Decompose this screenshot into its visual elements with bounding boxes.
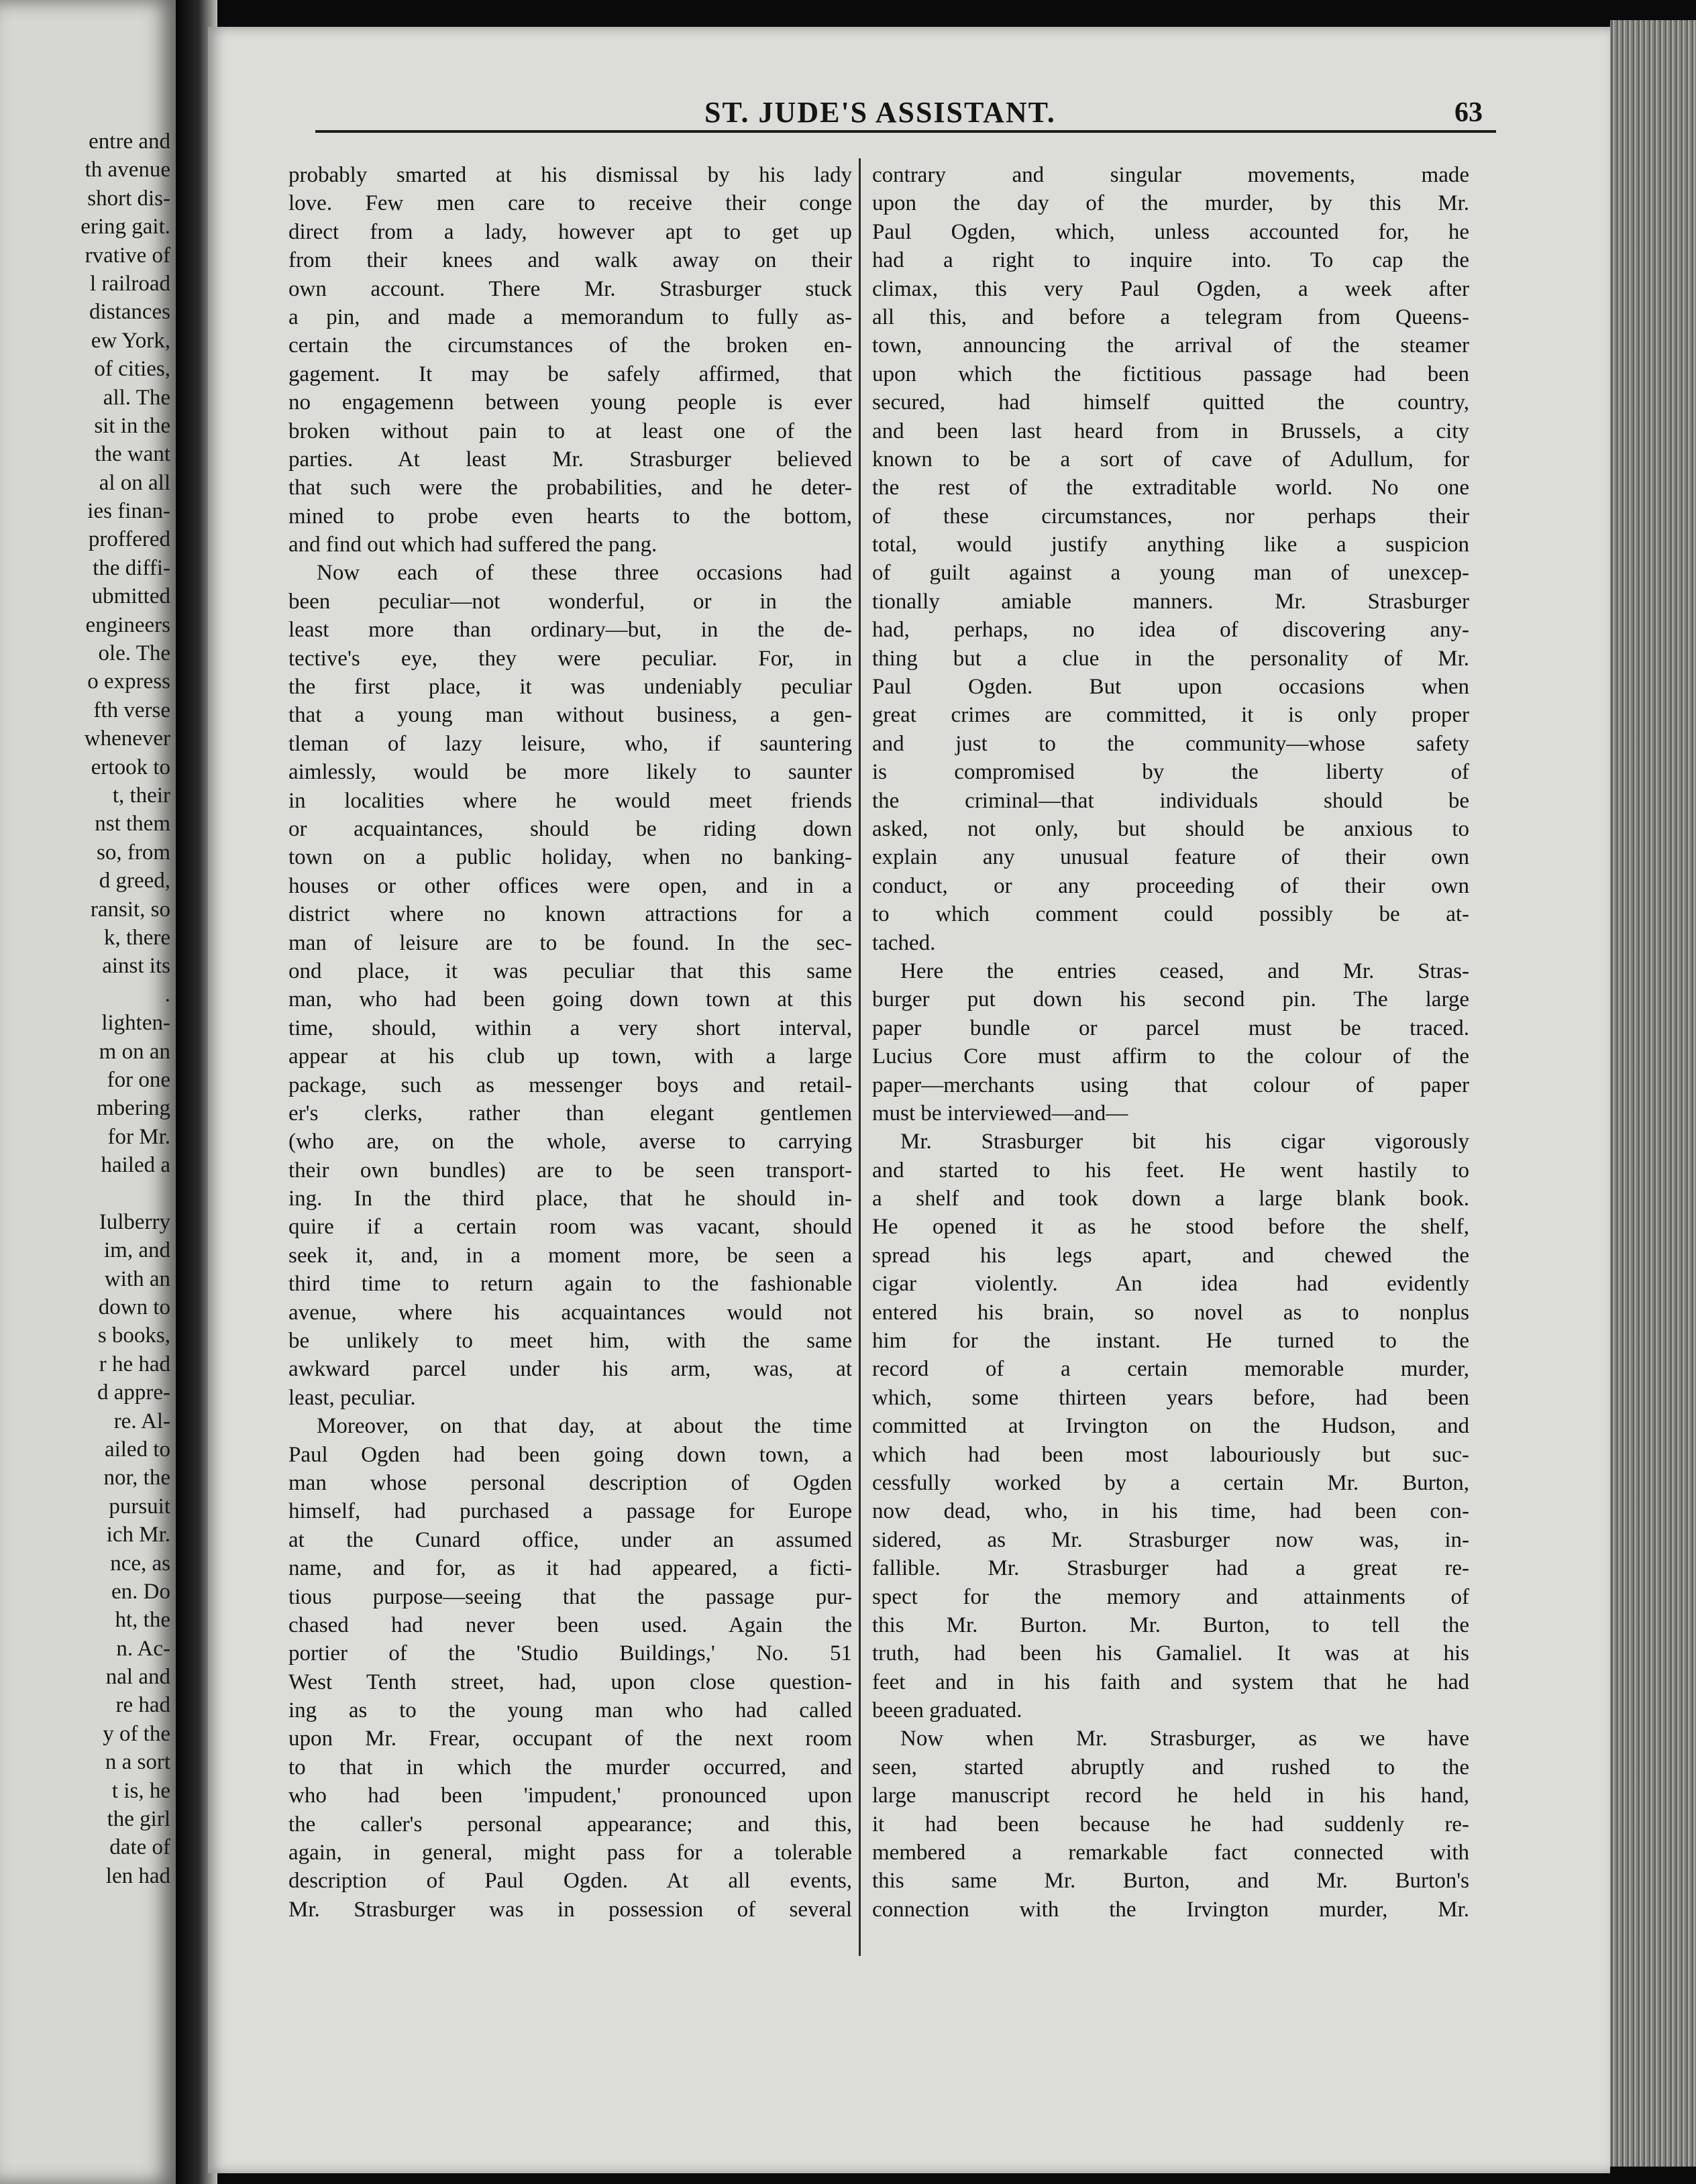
facing-page-line: r he had [99, 1352, 170, 1376]
facing-page-line: ering gait. [81, 215, 170, 239]
text-line: that a young man without business, a gen- [288, 703, 852, 728]
text-line: spread his legs apart, and chewed the [872, 1243, 1469, 1268]
facing-page-line: pursuit [109, 1494, 170, 1519]
facing-page-line: lighten- [101, 1011, 170, 1036]
text-line: had, perhaps, no idea of discovering any- [872, 618, 1469, 643]
text-line: this Mr. Burton. Mr. Burton, to tell the [872, 1613, 1469, 1637]
text-line: paper bundle or parcel must be traced. [872, 1016, 1469, 1040]
text-line: upon which the fictitious passage had been [872, 362, 1469, 386]
page-edges [1610, 20, 1696, 2167]
text-line: parties. At least Mr. Strasburger believed [288, 447, 852, 472]
text-line: from their knees and walk away on their [288, 248, 852, 273]
text-line: entered his brain, so novel as to nonplus [872, 1300, 1469, 1325]
text-line: paper—merchants using that colour of paper [872, 1073, 1469, 1097]
text-line: feet and in his faith and system that he had [872, 1670, 1469, 1694]
text-line: town on a public holiday, when no banking- [288, 845, 852, 870]
text-line: the caller's personal appearance; and this, [288, 1812, 852, 1837]
text-line: upon the day of the murder, by this Mr. [872, 191, 1469, 216]
text-line: had a right to inquire into. To cap the [872, 248, 1469, 273]
text-line: thing but a clue in the personality of Mr. [872, 646, 1469, 671]
text-line: which, some thirteen years before, had been [872, 1385, 1469, 1410]
facing-page-line: the want [95, 442, 170, 467]
text-line: man, who had been going down town at this [288, 987, 852, 1012]
text-line: certain the circumstances of the broken en- [288, 333, 852, 358]
text-line: package, such as messenger boys and retail- [288, 1073, 852, 1097]
facing-page-line: nce, as [110, 1551, 170, 1576]
facing-page-line: th avenue [85, 158, 170, 182]
facing-page-line: the diffi- [93, 555, 170, 580]
text-line: of guilt against a young man of unexcep- [872, 561, 1469, 586]
page-number: 63 [1454, 97, 1483, 128]
header-rule [315, 130, 1496, 133]
text-line: known to be a sort of cave of Adullum, for [872, 447, 1469, 472]
text-line: description of Paul Ogden. At all events, [288, 1869, 852, 1894]
facing-page-line: . [164, 982, 170, 1007]
facing-page-line: ole. The [98, 641, 170, 666]
running-head: ST. JUDE'S ASSISTANT. [704, 96, 1056, 129]
facing-page-line: al on all [99, 470, 170, 495]
text-column-left [288, 161, 852, 1924]
text-line: him for the instant. He turned to the [872, 1329, 1469, 1354]
text-line: direct from a lady, however apt to get up [288, 219, 852, 244]
text-line: tionally amiable manners. Mr. Strasburger [872, 589, 1469, 614]
facing-page-line: re had [115, 1693, 170, 1718]
facing-page-line: n a sort [105, 1750, 170, 1775]
text-line: Lucius Core must affirm to the colour of the [872, 1044, 1469, 1069]
text-line: all this, and before a telegram from Queens- [872, 305, 1469, 329]
facing-page-line: im, and [104, 1238, 170, 1263]
text-line: Paul Ogden had been going down town, a [288, 1442, 852, 1467]
text-line: gagement. It may be safely affirmed, that [288, 362, 852, 386]
facing-page-line: date of [109, 1835, 170, 1860]
facing-page-line: ubmitted [91, 584, 170, 609]
text-line: conduct, or any proceeding of their own [872, 873, 1469, 898]
text-line: or acquaintances, should be riding down [288, 816, 852, 841]
facing-page-line: t is, he [111, 1778, 170, 1803]
text-line: quire if a certain room was vacant, should [288, 1215, 852, 1240]
text-line: in localities where he would meet friends [288, 788, 852, 813]
text-line: truth, had been his Gamaliel. It was at his [872, 1641, 1469, 1666]
facing-page-line: en. Do [111, 1579, 170, 1604]
text-line: tious purpose—seeing that the passage pur- [288, 1584, 852, 1609]
text-line: a pin, and made a memorandum to fully as- [288, 305, 852, 329]
facing-page-line: the girl [107, 1807, 170, 1832]
text-line: Paul Ogden. But upon occasions when [872, 675, 1469, 700]
text-line: and just to the community—whose safety [872, 731, 1469, 756]
text-line: least, peculiar. [288, 1385, 416, 1410]
text-line: least more than ordinary—but, in the de- [288, 618, 852, 643]
facing-page-line: with an [104, 1266, 170, 1291]
facing-page-line: ht, the [115, 1608, 170, 1633]
text-line: be unlikely to meet him, with the same [288, 1329, 852, 1354]
text-line: to that in which the murder occurred, and [288, 1755, 852, 1780]
facing-page-line: t, their [112, 783, 170, 808]
facing-page-line: y of the [103, 1721, 170, 1746]
text-line: district where no known attractions for a [288, 902, 852, 927]
text-line: the first place, it was undeniably peculiar [288, 675, 852, 700]
facing-page-line: engineers [85, 612, 170, 637]
text-line: and started to his feet. He went hastily to [872, 1158, 1469, 1183]
text-line: now dead, who, in his time, had been con- [872, 1499, 1469, 1524]
text-line: upon Mr. Frear, occupant of the next room [288, 1727, 852, 1751]
facing-page-line: m on an [99, 1039, 170, 1064]
text-line: Mr. Strasburger was in possession of several [288, 1897, 852, 1922]
text-line: sidered, as Mr. Strasburger now was, in- [872, 1527, 1469, 1552]
text-line: to which comment could possibly be at- [872, 902, 1469, 927]
facing-page-line: ich Mr. [106, 1523, 170, 1547]
facing-page-line: ailed to [104, 1437, 170, 1462]
text-line: asked, not only, but should be anxious to [872, 816, 1469, 841]
text-line: the rest of the extraditable world. No one [872, 476, 1469, 500]
text-column-right [872, 161, 1469, 1924]
facing-page-text [3, 127, 170, 1890]
text-line: awkward parcel under his arm, was, at [288, 1357, 852, 1382]
text-line: mined to probe even hearts to the bottom, [288, 504, 852, 529]
facing-page-line: nal and [105, 1665, 170, 1690]
text-line: climax, this very Paul Ogden, a week after [872, 276, 1469, 301]
text-line: and been last heard from in Brussels, a city [872, 419, 1469, 443]
text-line: aimlessly, would be more likely to saunter [288, 760, 852, 785]
text-line: that such were the probabilities, and he deter- [288, 476, 852, 500]
facing-page-line: ies finan- [87, 499, 170, 524]
text-line: Here the entries ceased, and Mr. Stras- [900, 959, 1469, 983]
text-line: large manuscript record he held in his hand, [872, 1784, 1469, 1808]
text-line: who had been 'impudent,' pronounced upon [288, 1784, 852, 1808]
facing-page-line: all. The [103, 385, 170, 410]
facing-page-line: mbering [97, 1096, 170, 1121]
facing-page-line: distances [89, 300, 170, 325]
text-line: He opened it as he stood before the shelf, [872, 1215, 1469, 1240]
facing-page-line: len had [105, 1863, 170, 1888]
facing-page-line: short dis- [87, 186, 170, 211]
text-line: explain any unusual feature of their own [872, 845, 1469, 870]
text-line: at the Cunard office, under an assumed [288, 1527, 852, 1552]
text-line: seen, started abruptly and rushed to the [872, 1755, 1469, 1780]
text-line: total, would justify anything like a suspicion [872, 533, 1469, 557]
column-rule [859, 158, 861, 1956]
facing-page-line: hailed a [101, 1153, 170, 1178]
facing-page-line: l railroad [89, 271, 170, 296]
facing-page-fragment [0, 0, 176, 2184]
text-line: own account. There Mr. Strasburger stuck [288, 276, 852, 301]
text-line: ing as to the young man who had called [288, 1698, 852, 1723]
text-line: this same Mr. Burton, and Mr. Burton's [872, 1869, 1469, 1894]
text-line: Mr. Strasburger bit his cigar vigorously [900, 1130, 1469, 1154]
text-line: broken without pain to at least one of the [288, 419, 852, 443]
text-line: cessfully worked by a certain Mr. Burton, [872, 1470, 1469, 1495]
facing-page-line: down to [98, 1295, 170, 1320]
text-line: town, announcing the arrival of the steamer [872, 333, 1469, 358]
text-line: their own bundles) are to be seen transport- [288, 1158, 852, 1183]
text-line: great crimes are committed, it is only proper [872, 703, 1469, 728]
text-line: Paul Ogden, which, unless accounted for, he [872, 219, 1469, 244]
text-line: ond place, it was peculiar that this same [288, 959, 852, 983]
text-line: avenue, where his acquaintances would not [288, 1300, 852, 1325]
text-line: spect for the memory and attainments of [872, 1584, 1469, 1609]
text-line: (who are, on the whole, averse to carrying [288, 1130, 852, 1154]
text-line: must be interviewed—and— [872, 1101, 1128, 1126]
text-line: tleman of lazy leisure, who, if sauntering [288, 731, 852, 756]
text-line: which had been most labouriously but suc- [872, 1442, 1469, 1467]
facing-page-line: rvative of [85, 243, 170, 268]
facing-page-line: o express [87, 669, 170, 694]
text-line: man whose personal description of Ogden [288, 1470, 852, 1495]
text-line: cigar violently. An idea had evidently [872, 1272, 1469, 1297]
text-line: membered a remarkable fact connected with [872, 1841, 1469, 1865]
text-line: love. Few men care to receive their conge [288, 191, 852, 216]
facing-page-line: k, there [104, 925, 170, 950]
text-line: time, should, within a very short interval, [288, 1016, 852, 1040]
text-line: committed at Irvington on the Hudson, and [872, 1414, 1469, 1439]
text-line: beeen graduated. [872, 1698, 1022, 1723]
text-line: appear at his club up town, with a large [288, 1044, 852, 1069]
facing-page-line: ainst its [102, 954, 170, 979]
facing-page-line: whenever [84, 726, 170, 751]
facing-page-line: for Mr. [107, 1124, 170, 1149]
text-line: the criminal—that individuals should be [872, 788, 1469, 813]
text-line: is compromised by the liberty of [872, 760, 1469, 785]
text-line: it had been because he had suddenly re- [872, 1812, 1469, 1837]
text-line: Now each of these three occasions had [317, 561, 852, 586]
text-line: portier of the 'Studio Buildings,' No. 51 [288, 1641, 852, 1666]
facing-page-line: re. Al- [113, 1409, 170, 1433]
text-line: houses or other offices were open, and in a [288, 873, 852, 898]
text-line: connection with the Irvington murder, Mr. [872, 1897, 1469, 1922]
text-line: himself, had purchased a passage for Europe [288, 1499, 852, 1524]
text-line: and find out which had suffered the pang. [288, 533, 657, 557]
facing-page-line: nst them [95, 812, 170, 836]
facing-page-line: for one [107, 1067, 170, 1092]
facing-page-line: Iulberry [99, 1209, 170, 1234]
text-line: a shelf and took down a large blank book. [872, 1187, 1469, 1211]
text-line: Now when Mr. Strasburger, as we have [900, 1727, 1469, 1751]
text-line: probably smarted at his dismissal by his lady [288, 163, 852, 187]
text-line: West Tenth street, had, upon close question- [288, 1670, 852, 1694]
text-line: seek it, and, in a moment more, be seen a [288, 1243, 852, 1268]
facing-page-line: sit in the [94, 413, 170, 438]
text-line: been peculiar—not wonderful, or in the [288, 589, 852, 614]
text-line: Moreover, on that day, at about the time [317, 1414, 852, 1439]
text-line: fallible. Mr. Strasburger had a great re- [872, 1556, 1469, 1581]
text-line: er's clerks, rather than elegant gentlemen [288, 1101, 852, 1126]
text-line: no engagemenn between young people is ever [288, 390, 852, 415]
facing-page-line: nor, the [103, 1466, 170, 1490]
text-line: contrary and singular movements, made [872, 163, 1469, 187]
text-line: of these circumstances, nor perhaps their [872, 504, 1469, 529]
facing-page-line: of cities, [94, 357, 170, 382]
facing-page-line: d greed, [99, 869, 170, 893]
facing-page-line: d appre- [97, 1380, 170, 1405]
text-line: ing. In the third place, that he should in- [288, 1187, 852, 1211]
facing-page-line: n. Ac- [116, 1636, 170, 1661]
text-line: secured, had himself quitted the country, [872, 390, 1469, 415]
text-line: third time to return again to the fashionable [288, 1272, 852, 1297]
facing-page-line: fth verse [93, 698, 170, 722]
facing-page-line: ertook to [91, 755, 170, 779]
text-line: name, and for, as it had appeared, a ficti- [288, 1556, 852, 1581]
facing-page-line: ransit, so [90, 897, 170, 922]
facing-page-line: s books, [97, 1323, 170, 1348]
text-line: record of a certain memorable murder, [872, 1357, 1469, 1382]
facing-page-line [3, 1179, 170, 1207]
facing-page-line: ew York, [91, 328, 170, 353]
text-line: man of leisure are to be found. In the sec- [288, 930, 852, 955]
facing-page-line: entre and [89, 129, 170, 154]
text-line: burger put down his second pin. The large [872, 987, 1469, 1012]
facing-page-line: proffered [88, 527, 170, 552]
facing-page-line: so, from [97, 840, 170, 865]
text-line: chased had never been used. Again the [288, 1613, 852, 1637]
text-line: again, in general, might pass for a tolerable [288, 1841, 852, 1865]
text-line: tached. [872, 930, 936, 955]
text-line: tective's eye, they were peculiar. For, in [288, 646, 852, 671]
